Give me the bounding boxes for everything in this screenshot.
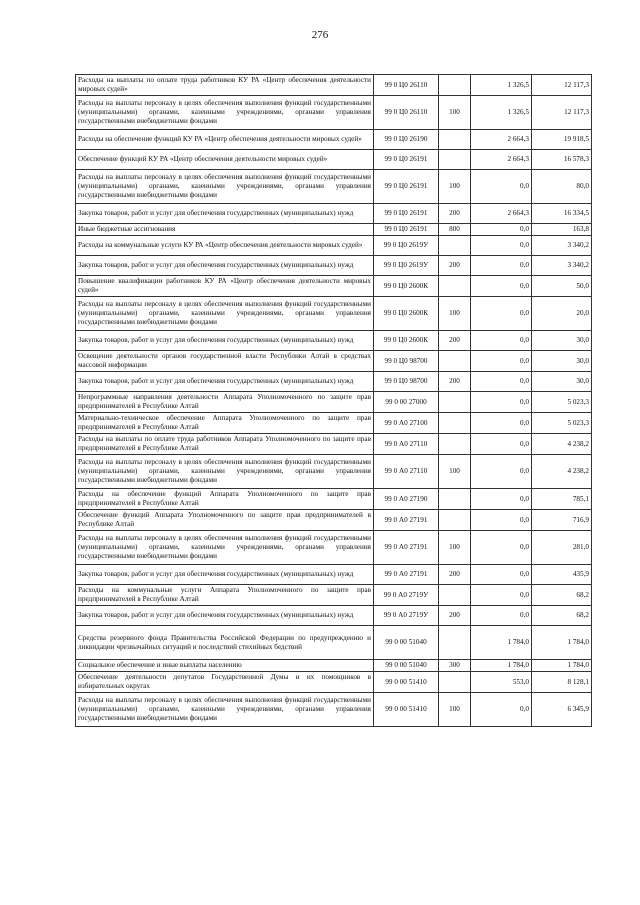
row-sum-1: 0,0 (471, 413, 532, 434)
budget-table (75, 74, 592, 727)
row-vr (439, 130, 471, 150)
row-code: 99 0 А0 2719У (374, 585, 439, 606)
row-sum-1: 0,0 (471, 693, 532, 727)
row-code: 99 0 Ц0 26191 (374, 204, 439, 224)
row-code: 99 0 А0 27100 (374, 413, 439, 434)
row-sum-1: 0,0 (471, 510, 532, 531)
row-sum-2: 5 023,3 (532, 413, 592, 434)
row-name: Расходы на коммунальные услуги КУ РА «Центр обеспечения деятельности мировых судей» (76, 236, 374, 256)
row-sum-2: 50,0 (532, 276, 592, 297)
row-code: 99 0 Ц0 2619У (374, 256, 439, 276)
row-vr: 100 (439, 531, 471, 565)
row-sum-1: 0,0 (471, 489, 532, 510)
row-vr (439, 351, 471, 372)
row-sum-2: 30,0 (532, 331, 592, 351)
row-name: Расходы на выплаты персоналу в целях обеспечения выполнения функций государственными (муниципальными) органами, казенными учреждениями, органами управления государственными внебюджетными фондами (76, 297, 374, 331)
row-code: 99 0 Ц0 2619У (374, 236, 439, 256)
table-row (76, 224, 592, 236)
row-vr: 100 (439, 455, 471, 489)
row-vr: 200 (439, 372, 471, 392)
row-name: Освещение деятельности органов государственной власти Республики Алтай в средствах массовой информации (76, 351, 374, 372)
row-sum-2: 1 784,0 (532, 660, 592, 672)
row-sum-2: 12 117,3 (532, 96, 592, 130)
row-code: 99 0 А0 27191 (374, 510, 439, 531)
row-sum-2: 80,0 (532, 170, 592, 204)
row-sum-2: 1 784,0 (532, 626, 592, 660)
row-code: 99 0 Ц0 2600К (374, 297, 439, 331)
row-code: 99 0 А0 27191 (374, 565, 439, 585)
row-sum-1: 0,0 (471, 256, 532, 276)
table-row (76, 75, 592, 96)
row-code: 99 0 Ц0 26110 (374, 96, 439, 130)
row-vr (439, 150, 471, 170)
row-code: 99 0 00 51040 (374, 660, 439, 672)
table-row (76, 489, 592, 510)
row-sum-1: 0,0 (471, 434, 532, 455)
row-sum-1: 0,0 (471, 585, 532, 606)
row-vr: 100 (439, 170, 471, 204)
row-name: Расходы на выплаты персоналу в целях обеспечения выполнения функций государственными (муниципальными) органами, казенными учреждениями, органами управления государственными внебюджетными фондами (76, 455, 374, 489)
row-sum-2: 281,0 (532, 531, 592, 565)
row-sum-2: 20,0 (532, 297, 592, 331)
row-sum-1: 0,0 (471, 606, 532, 626)
table-row (76, 276, 592, 297)
row-sum-1: 2 664,3 (471, 204, 532, 224)
row-vr (439, 434, 471, 455)
row-name: Закупка товаров, работ и услуг для обеспечения государственных (муниципальных) нужд (76, 204, 374, 224)
row-sum-1: 0,0 (471, 331, 532, 351)
row-sum-1: 0,0 (471, 236, 532, 256)
row-vr (439, 75, 471, 96)
row-name: Иные бюджетные ассигнования (76, 224, 374, 236)
row-sum-2: 16 334,5 (532, 204, 592, 224)
row-vr (439, 489, 471, 510)
row-sum-1: 0,0 (471, 351, 532, 372)
row-code: 99 0 А0 27191 (374, 531, 439, 565)
row-sum-2: 3 340,2 (532, 236, 592, 256)
row-sum-2: 8 128,1 (532, 672, 592, 693)
row-sum-1: 1 784,0 (471, 626, 532, 660)
row-vr: 100 (439, 693, 471, 727)
row-sum-1: 0,0 (471, 392, 532, 413)
row-code: 99 0 00 51410 (374, 693, 439, 727)
row-code: 99 0 Ц0 98700 (374, 372, 439, 392)
row-name: Расходы на выплаты персоналу в целях обеспечения выполнения функций государственными (муниципальными) органами, казенными учреждениями, органами управления государственными внебюджетными фондами (76, 170, 374, 204)
row-vr (439, 672, 471, 693)
table-row (76, 606, 592, 626)
table-row (76, 331, 592, 351)
row-name: Закупка товаров, работ и услуг для обеспечения государственных (муниципальных) нужд (76, 331, 374, 351)
row-code: 99 0 А0 27110 (374, 455, 439, 489)
row-code: 99 0 А0 2719У (374, 606, 439, 626)
row-name: Закупка товаров, работ и услуг для обеспечения государственных (муниципальных) нужд (76, 565, 374, 585)
row-name: Расходы на выплаты по оплате труда работников Аппарата Уполномоченного по защите прав предпринимателей в Республике Алтай (76, 434, 374, 455)
row-sum-1: 1 784,0 (471, 660, 532, 672)
row-name: Закупка товаров, работ и услуг для обеспечения государственных (муниципальных) нужд (76, 256, 374, 276)
table-row (76, 130, 592, 150)
row-name: Обеспечение функций Аппарата Уполномоченного по защите прав предпринимателей в Республике Алтай (76, 510, 374, 531)
row-vr: 100 (439, 96, 471, 130)
row-code: 99 0 00 27000 (374, 392, 439, 413)
row-sum-2: 68,2 (532, 585, 592, 606)
row-name: Расходы на коммунальные услуги Аппарата Уполномоченного по защите прав предпринимателей в Республике Алтай (76, 585, 374, 606)
row-name: Расходы на выплаты персоналу в целях обеспечения выполнения функций государственными (муниципальными) органами, казенными учреждениями, органами управления государственными внебюджетными фондами (76, 693, 374, 727)
row-vr (439, 626, 471, 660)
table-row (76, 351, 592, 372)
row-sum-2: 16 578,3 (532, 150, 592, 170)
table-row (76, 693, 592, 727)
row-vr (439, 510, 471, 531)
row-sum-2: 785,1 (532, 489, 592, 510)
table-row (76, 531, 592, 565)
row-sum-1: 553,0 (471, 672, 532, 693)
row-sum-1: 0,0 (471, 565, 532, 585)
row-code: 99 0 00 51410 (374, 672, 439, 693)
row-name: Расходы на выплаты персоналу в целях обеспечения выполнения функций государственными (муниципальными) органами, казенными учреждениями, органами управления государственными внебюджетными фондами (76, 531, 374, 565)
row-name: Расходы на обеспечение функций Аппарата Уполномоченного по защите прав предпринимателей в Республике Алтай (76, 489, 374, 510)
table-row (76, 413, 592, 434)
row-sum-2: 435,9 (532, 565, 592, 585)
row-name: Расходы на выплаты по оплате труда работников КУ РА «Центр обеспечения деятельности мировых судей» (76, 75, 374, 96)
row-code: 99 0 Ц0 2600К (374, 331, 439, 351)
row-sum-2: 4 238,2 (532, 434, 592, 455)
table-row (76, 565, 592, 585)
row-code: 99 0 А0 27190 (374, 489, 439, 510)
table-row (76, 510, 592, 531)
row-code: 99 0 Ц0 26191 (374, 170, 439, 204)
row-sum-1: 2 664,3 (471, 130, 532, 150)
row-name: Непрограммные направления деятельности Аппарата Уполномоченного по защите прав предпринимателей в Республике Алтай (76, 392, 374, 413)
row-name: Расходы на выплаты персоналу в целях обеспечения выполнения функций государственными (муниципальными) органами, казенными учреждениями, органами управления государственными внебюджетными фондами (76, 96, 374, 130)
table-row (76, 372, 592, 392)
row-code: 99 0 Ц0 26190 (374, 130, 439, 150)
row-vr (439, 392, 471, 413)
row-vr: 800 (439, 224, 471, 236)
row-vr: 100 (439, 297, 471, 331)
row-sum-1: 2 664,3 (471, 150, 532, 170)
row-vr (439, 585, 471, 606)
row-vr: 200 (439, 331, 471, 351)
row-vr: 200 (439, 256, 471, 276)
row-vr (439, 276, 471, 297)
table-row (76, 236, 592, 256)
table-row (76, 96, 592, 130)
row-sum-1: 0,0 (471, 531, 532, 565)
row-vr: 200 (439, 565, 471, 585)
row-sum-2: 3 340,2 (532, 256, 592, 276)
table-row (76, 672, 592, 693)
table-row (76, 392, 592, 413)
row-vr (439, 413, 471, 434)
row-sum-1: 0,0 (471, 224, 532, 236)
row-sum-2: 30,0 (532, 351, 592, 372)
row-name: Обеспечение деятельности депутатов Государственной Думы и их помощников в избирательных округах (76, 672, 374, 693)
row-sum-2: 5 023,3 (532, 392, 592, 413)
row-vr (439, 236, 471, 256)
row-sum-1: 0,0 (471, 297, 532, 331)
row-sum-2: 163,8 (532, 224, 592, 236)
table-row (76, 256, 592, 276)
table-row (76, 660, 592, 672)
table-row (76, 150, 592, 170)
row-code: 99 0 Ц0 2600К (374, 276, 439, 297)
row-name: Повышение квалификации работников КУ РА «Центр обеспечения деятельности мировых судей» (76, 276, 374, 297)
row-vr: 300 (439, 660, 471, 672)
table-row (76, 170, 592, 204)
row-sum-1: 1 326,5 (471, 75, 532, 96)
row-name: Социальное обеспечение и иные выплаты населению (76, 660, 374, 672)
table-row (76, 626, 592, 660)
row-vr: 200 (439, 204, 471, 224)
row-sum-1: 0,0 (471, 170, 532, 204)
row-code: 99 0 Ц0 26110 (374, 75, 439, 96)
row-code: 99 0 А0 27110 (374, 434, 439, 455)
row-sum-2: 68,2 (532, 606, 592, 626)
row-code: 99 0 Ц0 26191 (374, 150, 439, 170)
row-sum-2: 12 117,3 (532, 75, 592, 96)
row-sum-1: 0,0 (471, 372, 532, 392)
row-sum-2: 19 918,5 (532, 130, 592, 150)
row-name: Средства резервного фонда Правительства Российской Федерации по предупреждению и ликвидации чрезвычайных ситуаций и последствий стихийных бедствий (76, 626, 374, 660)
table-row (76, 434, 592, 455)
row-sum-2: 30,0 (532, 372, 592, 392)
row-sum-2: 716,9 (532, 510, 592, 531)
table-row (76, 297, 592, 331)
row-name: Материально-техническое обеспечение Аппарата Уполномоченного по защите прав предпринимателей в Республике Алтай (76, 413, 374, 434)
row-sum-1: 0,0 (471, 455, 532, 489)
row-name: Обеспечение функций КУ РА «Центр обеспечения деятельности мировых судей» (76, 150, 374, 170)
row-code: 99 0 Ц0 26191 (374, 224, 439, 236)
row-name: Расходы на обеспечение функций КУ РА «Центр обеспечения деятельности мировых судей» (76, 130, 374, 150)
row-vr: 200 (439, 606, 471, 626)
row-code: 99 0 00 51040 (374, 626, 439, 660)
row-sum-1: 1 326,5 (471, 96, 532, 130)
row-sum-2: 4 238,2 (532, 455, 592, 489)
table-row (76, 204, 592, 224)
row-sum-2: 6 345,9 (532, 693, 592, 727)
table-row (76, 455, 592, 489)
row-name: Закупка товаров, работ и услуг для обеспечения государственных (муниципальных) нужд (76, 606, 374, 626)
row-code: 99 0 Ц0 98700 (374, 351, 439, 372)
row-name: Закупка товаров, работ и услуг для обеспечения государственных (муниципальных) нужд (76, 372, 374, 392)
page-number: 276 (311, 29, 329, 41)
table-row (76, 585, 592, 606)
row-sum-1: 0,0 (471, 276, 532, 297)
